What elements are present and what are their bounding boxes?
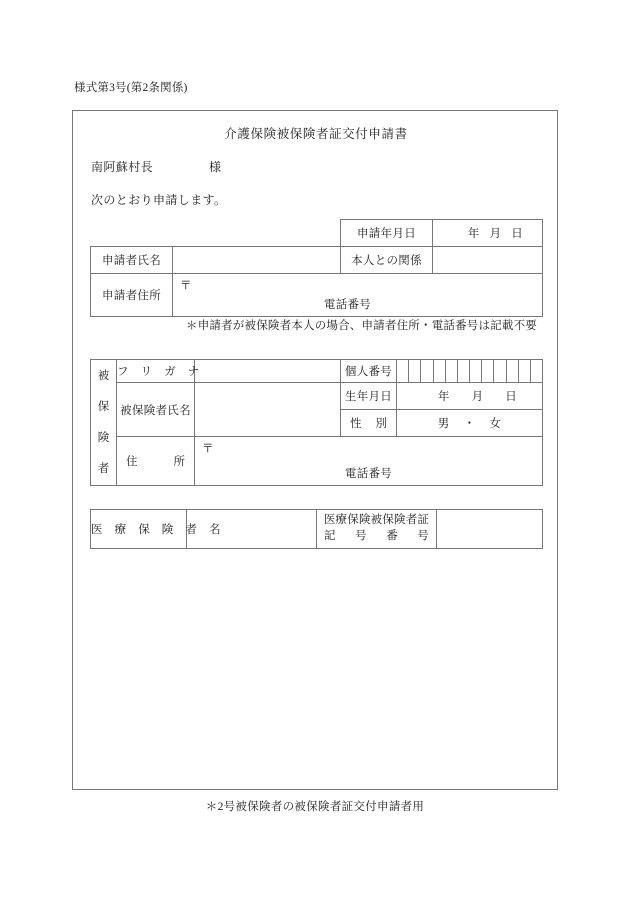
applicant-note: ＊申請者が被保険者本人の場合、申請者住所・電話番号は記載不要 — [186, 320, 537, 332]
gender-female-option[interactable]: 女 — [489, 418, 502, 430]
month-label: 月 — [489, 228, 502, 240]
addressee-name: 南阿蘇村長 — [91, 160, 154, 174]
footer-note: ＊2号被保険者の被保険者証交付申請者用 — [205, 801, 425, 813]
applicant-address-label: 申請者住所 — [102, 290, 161, 302]
postal-mark-icon: 〒 — [202, 443, 214, 455]
applicant-name-label-cell — [91, 247, 173, 274]
year-label: 年 — [467, 228, 480, 240]
gender-male-option[interactable]: 男 — [437, 418, 450, 430]
applicant-name-input[interactable] — [173, 247, 341, 274]
mynumber-boxes — [397, 360, 542, 382]
furigana-label: フ リ ガ ナ — [117, 366, 200, 378]
spacer-cell — [91, 220, 173, 247]
application-date-label: 申請年月日 — [357, 228, 416, 240]
insurer-name-label: 医 療 保 険 者 名 — [91, 524, 221, 536]
table-row — [91, 247, 543, 274]
gender-options — [397, 415, 542, 431]
date-placeholders — [397, 388, 542, 404]
table-row — [91, 383, 543, 410]
birthdate-input[interactable] — [397, 383, 543, 410]
form-outer-frame — [72, 110, 558, 790]
year-label: 年 — [437, 391, 450, 403]
medical-insurance-table — [90, 509, 543, 549]
page-title: 介護保険被保険者証交付申請書 — [224, 127, 408, 141]
insured-address-cell-inner — [195, 437, 542, 485]
address-label-start: 住 — [126, 456, 138, 468]
certificate-number-label-cell — [317, 510, 437, 549]
postal-mark-icon: 〒 — [180, 280, 192, 292]
relationship-label-cell — [341, 247, 433, 274]
table-row — [91, 437, 543, 486]
mynumber-digit-box[interactable] — [397, 360, 409, 382]
insured-phone-label: 電話番号 — [344, 468, 393, 480]
insured-name-label-cell — [117, 383, 195, 437]
table-row — [91, 220, 543, 247]
insurer-name-label-cell — [91, 510, 221, 549]
day-label: 日 — [511, 228, 524, 240]
furigana-input[interactable] — [195, 360, 341, 383]
relationship-label: 本人との関係 — [351, 255, 422, 267]
application-date-label-cell — [341, 220, 433, 247]
mynumber-digit-box[interactable] — [409, 360, 421, 382]
mynumber-digit-box[interactable] — [482, 360, 494, 382]
mynumber-label: 個人番号 — [344, 366, 393, 378]
spacer-cell — [173, 220, 341, 247]
mynumber-input[interactable] — [397, 360, 543, 383]
mynumber-digit-box[interactable] — [494, 360, 506, 382]
insured-vertical-label-cell — [91, 360, 117, 486]
certificate-label-line1: 医療保険被保険者証 — [323, 514, 430, 527]
mynumber-digit-box[interactable] — [470, 360, 482, 382]
lead-in-text: 次のとおり申請します。 — [91, 193, 227, 207]
gender-label-start: 性 — [350, 418, 362, 430]
address-label-end: 所 — [173, 456, 185, 468]
month-label: 月 — [471, 391, 484, 403]
date-placeholders — [433, 225, 542, 241]
gender-label-end: 別 — [375, 418, 387, 430]
gender-choice-cell[interactable] — [397, 410, 543, 437]
certificate-label-line2 — [317, 529, 436, 545]
mynumber-digit-box[interactable] — [519, 360, 531, 382]
vlabel-char: 保 — [97, 400, 110, 413]
applicant-table — [90, 219, 543, 317]
table-row — [91, 360, 543, 383]
insured-address-input[interactable] — [195, 437, 543, 486]
applicant-address-cell-inner — [173, 274, 542, 316]
mynumber-digit-box[interactable] — [434, 360, 446, 382]
certificate-label-ki: 記 — [324, 530, 336, 542]
insured-name-label: 被保険者氏名 — [120, 404, 191, 417]
mynumber-digit-box[interactable] — [458, 360, 470, 382]
addressee-honorific: 様 — [209, 160, 222, 174]
mynumber-digit-box[interactable] — [531, 360, 542, 382]
table-row — [91, 510, 543, 549]
mynumber-digit-box[interactable] — [446, 360, 458, 382]
certificate-number-label — [317, 513, 436, 544]
application-date-value-cell[interactable] — [433, 220, 543, 247]
applicant-address-input[interactable] — [173, 274, 543, 317]
addressee-line — [91, 158, 221, 175]
insured-address-label-cell — [117, 437, 195, 486]
mynumber-digit-box[interactable] — [421, 360, 433, 382]
vlabel-char: 被 — [97, 369, 110, 382]
mynumber-label-cell — [341, 360, 397, 383]
certificate-label-gou2: 号 — [417, 530, 429, 542]
vlabel-char: 険 — [97, 432, 110, 445]
insured-vertical-label — [91, 360, 116, 485]
certificate-label-gou: 号 — [355, 530, 367, 542]
gender-label-cell — [341, 410, 397, 437]
certificate-number-input[interactable] — [437, 510, 543, 549]
insured-table — [90, 359, 543, 486]
table-row — [91, 274, 543, 317]
day-label: 日 — [505, 391, 518, 403]
relationship-input[interactable] — [433, 247, 543, 274]
insured-name-input[interactable] — [195, 383, 341, 437]
applicant-name-label: 申請者氏名 — [102, 255, 161, 267]
form-number: 様式第3号(第2条関係) — [74, 82, 188, 94]
gender-label — [341, 415, 396, 431]
mynumber-digit-box[interactable] — [507, 360, 519, 382]
furigana-label-cell — [117, 360, 200, 383]
certificate-label-ban: 番 — [386, 530, 398, 542]
birthdate-label-cell — [341, 383, 397, 410]
applicant-phone-label: 電話番号 — [323, 299, 372, 311]
birthdate-label: 生年月日 — [344, 391, 393, 403]
applicant-address-label-cell — [91, 274, 173, 317]
gender-separator: ・ — [463, 418, 476, 430]
vlabel-char: 者 — [97, 463, 110, 476]
insured-address-label — [117, 453, 194, 469]
